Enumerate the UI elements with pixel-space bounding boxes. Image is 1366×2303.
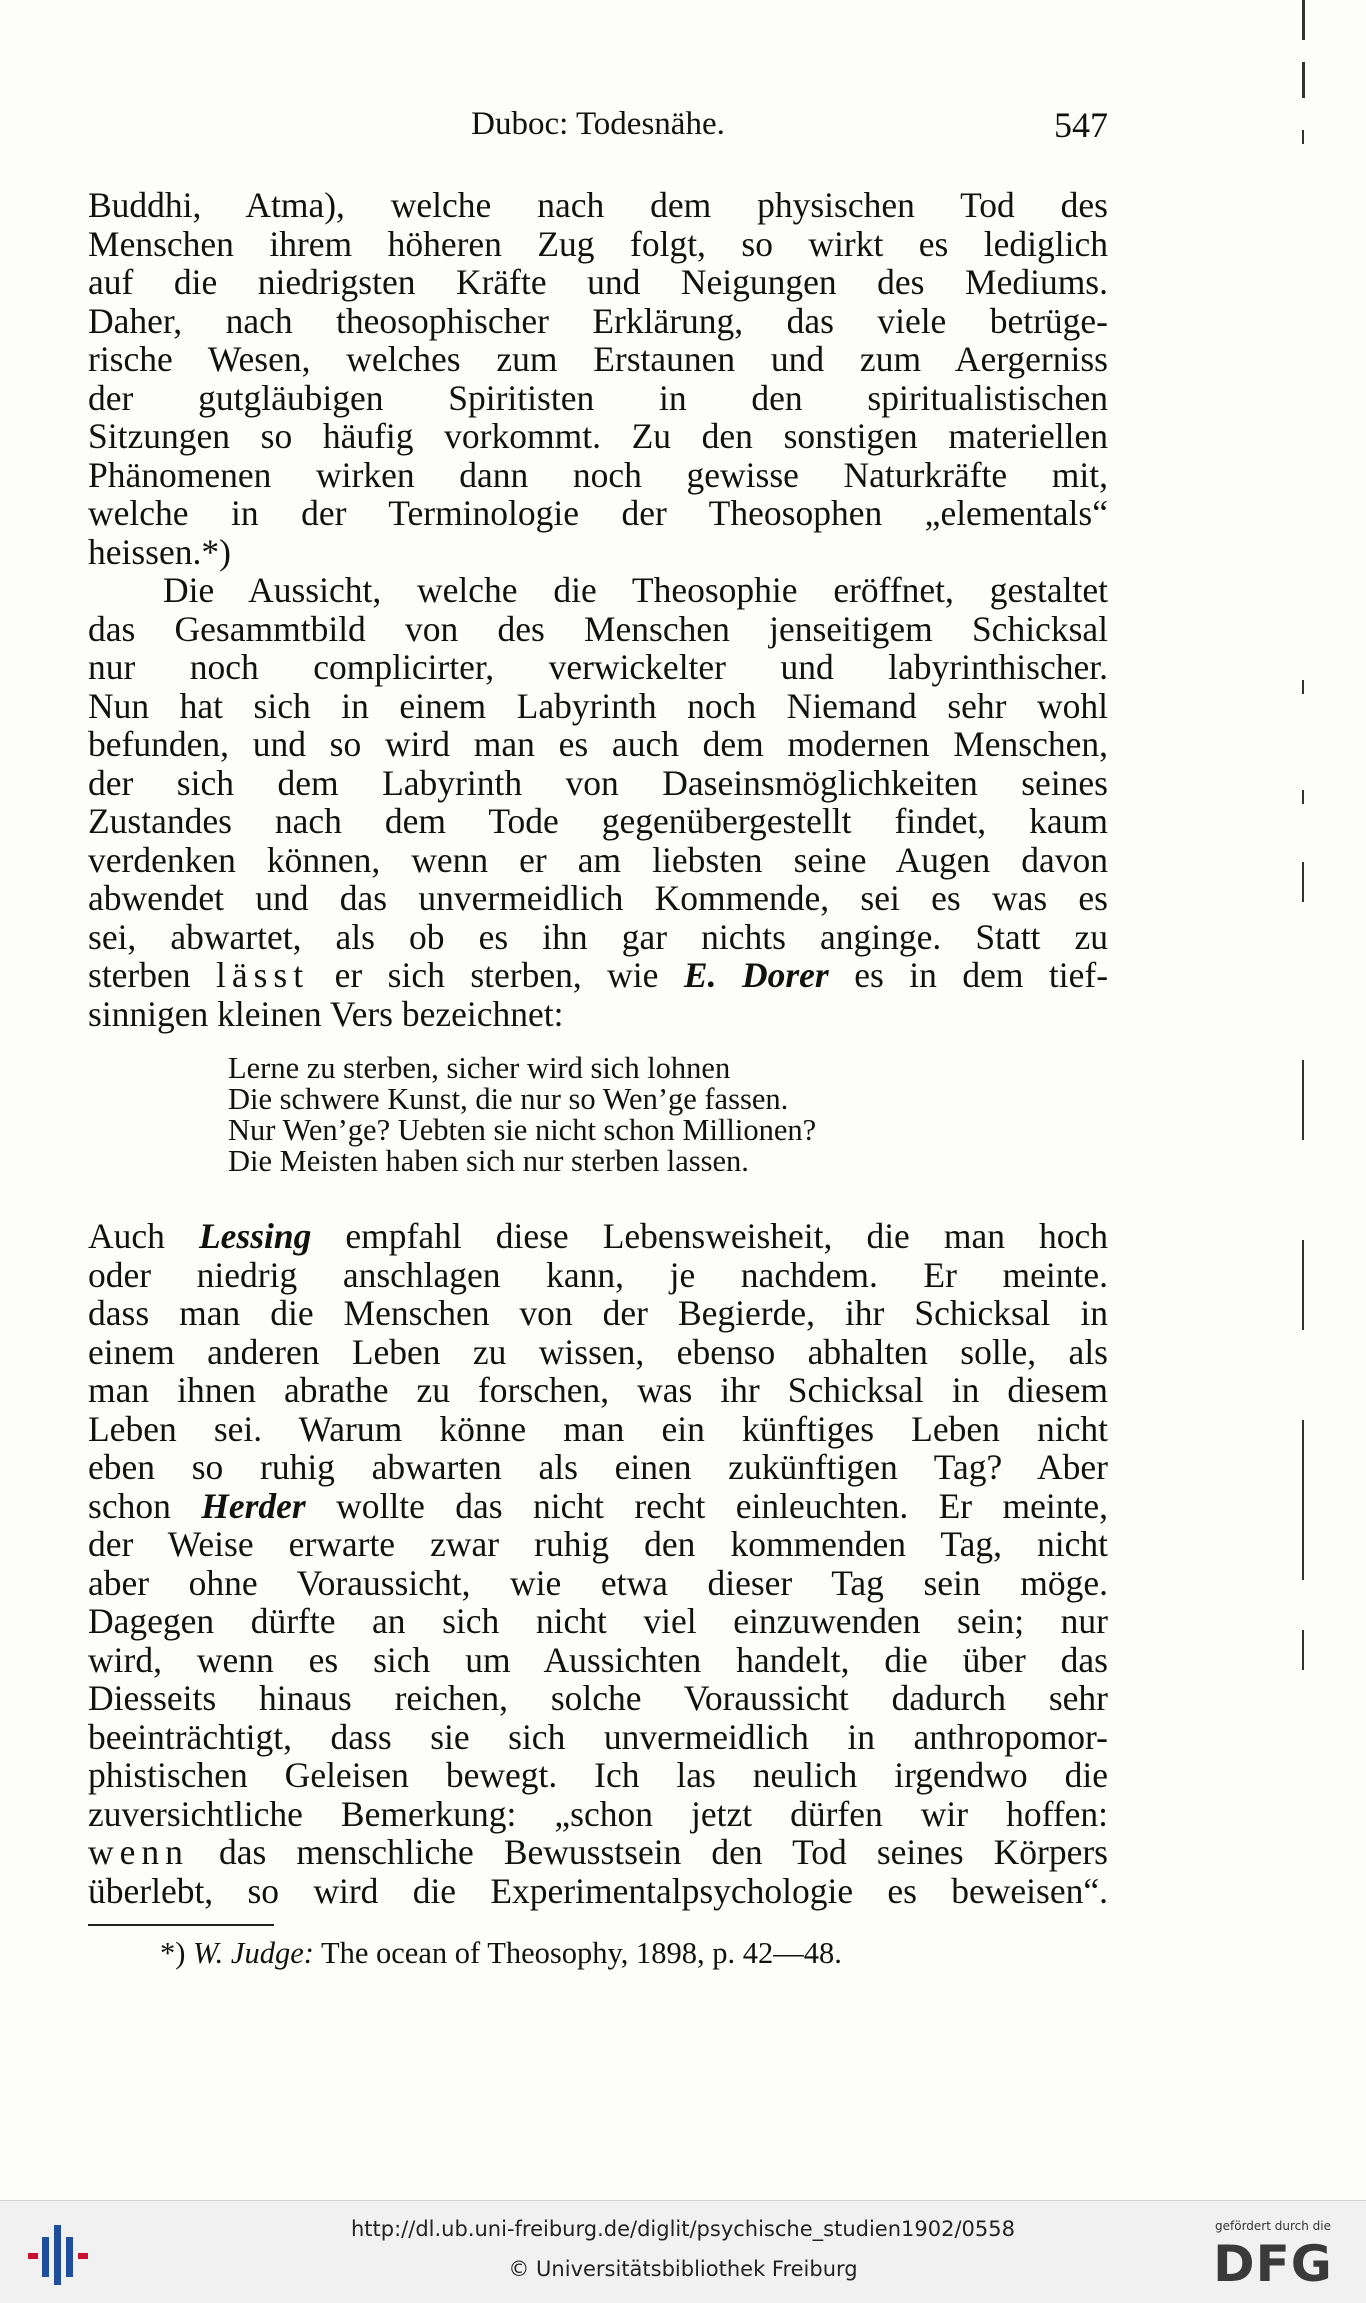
text-line bbox=[88, 1833, 1108, 1872]
permalink-url[interactable]: http://dl.ub.uni-freiburg.de/diglit/psychische_studien1902/0558 bbox=[351, 2217, 1015, 2241]
text-fragment: schon bbox=[88, 1485, 171, 1526]
emphasized-word: lässt bbox=[216, 955, 310, 995]
paragraph-2 bbox=[88, 571, 1108, 1033]
text-line: auf die niedrigsten Kräfte und Neigungen des Mediums. bbox=[88, 262, 1108, 302]
page-number: 547 bbox=[1054, 105, 1108, 145]
text-line: oder niedrig anschlagen kann, je nachdem. Er meinte. bbox=[88, 1254, 1108, 1295]
text-line: Phänomenen wirken dann noch gewisse Naturkräfte mit, bbox=[88, 454, 1108, 495]
text-line: sinnigen kleinen Vers bezeichnet: bbox=[88, 993, 564, 1034]
text-line: Menschen ihrem höheren Zug folgt, so wirkt es lediglich bbox=[88, 223, 1108, 264]
running-title: Duboc: Todesnähe. bbox=[471, 106, 725, 142]
text-line: aber ohne Voraussicht, wie etwa dieser Tag sein möge. bbox=[88, 1562, 1108, 1603]
text-line: rische Wesen, welches zum Erstaunen und zum Aergerniss bbox=[88, 339, 1108, 379]
body-text bbox=[88, 186, 1108, 1910]
page-header bbox=[88, 104, 1108, 148]
verse-quote bbox=[88, 1053, 1108, 1177]
viewer-footer bbox=[0, 2200, 1366, 2303]
text-line: sei, abwartet, als ob es ihn gar nichts anginge. Statt zu bbox=[88, 916, 1108, 957]
text-line: welche in der Terminologie der Theosophen „elementals“ bbox=[88, 493, 1108, 533]
text-line: phistischen Geleisen bewegt. Ich las neulich irgendwo die bbox=[88, 1755, 1108, 1795]
text-line: zuversichtliche Bemerkung: „schon jetzt dürfen wir hoffen: bbox=[88, 1793, 1108, 1834]
text-line: man ihnen abrathe zu forschen, was ihr Schicksal in diesem bbox=[88, 1370, 1108, 1410]
text-line: nur noch complicirter, verwickelter und labyrinthischer. bbox=[88, 647, 1108, 687]
text-line: Daher, nach theosophischer Erklärung, das viele betrüge- bbox=[88, 300, 1108, 341]
scan-edge-mark bbox=[1302, 790, 1304, 804]
text-line: das Gesammtbild von des Menschen jenseitigem Schicksal bbox=[88, 608, 1108, 649]
scan-edge-mark bbox=[1302, 0, 1305, 40]
text-line: der gutgläubigen Spiritisten in den spiritualistischen bbox=[88, 377, 1108, 418]
verse-line: Nur Wen’ge? Uebten sie nicht schon Millionen? bbox=[228, 1113, 817, 1147]
author-name: Herder bbox=[201, 1485, 306, 1526]
text-fragment: das menschliche Bewusstsein den Tod seines Körpers bbox=[218, 1832, 1108, 1872]
text-line: verdenken können, wenn er am liebsten seine Augen davon bbox=[88, 839, 1108, 880]
text-line: dass man die Menschen von der Begierde, ihr Schicksal in bbox=[88, 1293, 1108, 1333]
text-fragment: Auch bbox=[88, 1216, 165, 1256]
text-fragment: empfahl diese Lebensweisheit, die man hoch bbox=[345, 1216, 1108, 1256]
verse-line: Die Meisten haben sich nur sterben lassen. bbox=[228, 1144, 749, 1178]
author-name: Lessing bbox=[198, 1216, 312, 1256]
text-line: Dagegen dürfte an sich nicht viel einzuwenden sein; nur bbox=[88, 1601, 1108, 1641]
text-line: abwendet und das unvermeidlich Kommende, sei es was es bbox=[88, 878, 1108, 918]
text-line: der sich dem Labyrinth von Daseinsmöglichkeiten seines bbox=[88, 762, 1108, 803]
text-line: einem anderen Leben zu wissen, ebenso abhalten solle, als bbox=[88, 1331, 1108, 1372]
text-line: heissen.*) bbox=[88, 531, 231, 572]
footnote bbox=[160, 1936, 842, 1970]
scan-edge-mark bbox=[1302, 1060, 1304, 1140]
text-line: wird, wenn es sich um Aussichten handelt, die über das bbox=[88, 1639, 1108, 1680]
text-line: Diesseits hinaus reichen, solche Voraussicht dadurch sehr bbox=[88, 1678, 1108, 1718]
emphasized-word: wenn bbox=[88, 1832, 189, 1872]
text-line: Sitzungen so häufig vorkommt. Zu den sonstigen materiellen bbox=[88, 416, 1108, 456]
copyright-notice: © Universitätsbibliothek Freiburg bbox=[508, 2257, 858, 2281]
text-line: Buddhi, Atma), welche nach dem physischen Tod des bbox=[88, 185, 1108, 225]
funding-caption: gefördert durch die bbox=[1215, 2219, 1331, 2233]
scan-edge-mark bbox=[1302, 62, 1305, 98]
verse-line: Die schwere Kunst, die nur so Wen’ge fassen. bbox=[228, 1082, 789, 1116]
text-line: Die Aussicht, welche die Theosophie eröffnet, gestaltet bbox=[163, 570, 1108, 610]
text-line bbox=[88, 1217, 1108, 1256]
footnote-divider bbox=[88, 1924, 274, 1926]
scan-edge-mark bbox=[1302, 680, 1304, 694]
text-line: Leben sei. Warum könne man ein künftiges Leben nicht bbox=[88, 1408, 1108, 1449]
text-line: überlebt, so wird die Experimentalpsychologie es beweisen“. bbox=[88, 1870, 1108, 1911]
text-line bbox=[88, 1487, 1108, 1526]
scan-edge-mark bbox=[1302, 862, 1304, 902]
verse-line: Lerne zu sterben, sicher wird sich lohnen bbox=[228, 1051, 731, 1085]
dfg-logo: DFG bbox=[1213, 2235, 1333, 2293]
scan-edge-mark bbox=[1302, 1630, 1304, 1670]
paragraph-1 bbox=[88, 186, 1108, 571]
text-line: beeinträchtigt, dass sie sich unvermeidlich in anthropomor- bbox=[88, 1716, 1108, 1757]
footnote-text: The ocean of Theosophy, 1898, p. 42—48. bbox=[320, 1936, 842, 1970]
text-line bbox=[88, 956, 1108, 995]
scan-edge-mark bbox=[1302, 130, 1304, 144]
text-line: eben so ruhig abwarten als einen zukünftigen Tag? Aber bbox=[88, 1447, 1108, 1487]
footnote-marker: *) bbox=[160, 1936, 186, 1970]
text-line: befunden, und so wird man es auch dem modernen Menschen, bbox=[88, 724, 1108, 764]
text-fragment: es in dem tief- bbox=[854, 955, 1109, 995]
scan-edge-mark bbox=[1302, 1420, 1304, 1580]
text-fragment: wollte das nicht recht einleuchten. Er meinte, bbox=[336, 1485, 1109, 1526]
paragraph-3 bbox=[88, 1217, 1108, 1910]
footnote-author: W. Judge: bbox=[193, 1936, 314, 1970]
text-fragment: er sich sterben, wie bbox=[334, 955, 659, 995]
text-line: Nun hat sich in einem Labyrinth noch Niemand sehr wohl bbox=[88, 685, 1108, 726]
text-fragment: sterben bbox=[88, 955, 191, 995]
scan-edge-mark bbox=[1302, 1240, 1304, 1330]
text-line: Zustandes nach dem Tode gegenübergestellt findet, kaum bbox=[88, 801, 1108, 841]
author-name: E. Dorer bbox=[683, 955, 829, 995]
text-line: der Weise erwarte zwar ruhig den kommenden Tag, nicht bbox=[88, 1524, 1108, 1564]
